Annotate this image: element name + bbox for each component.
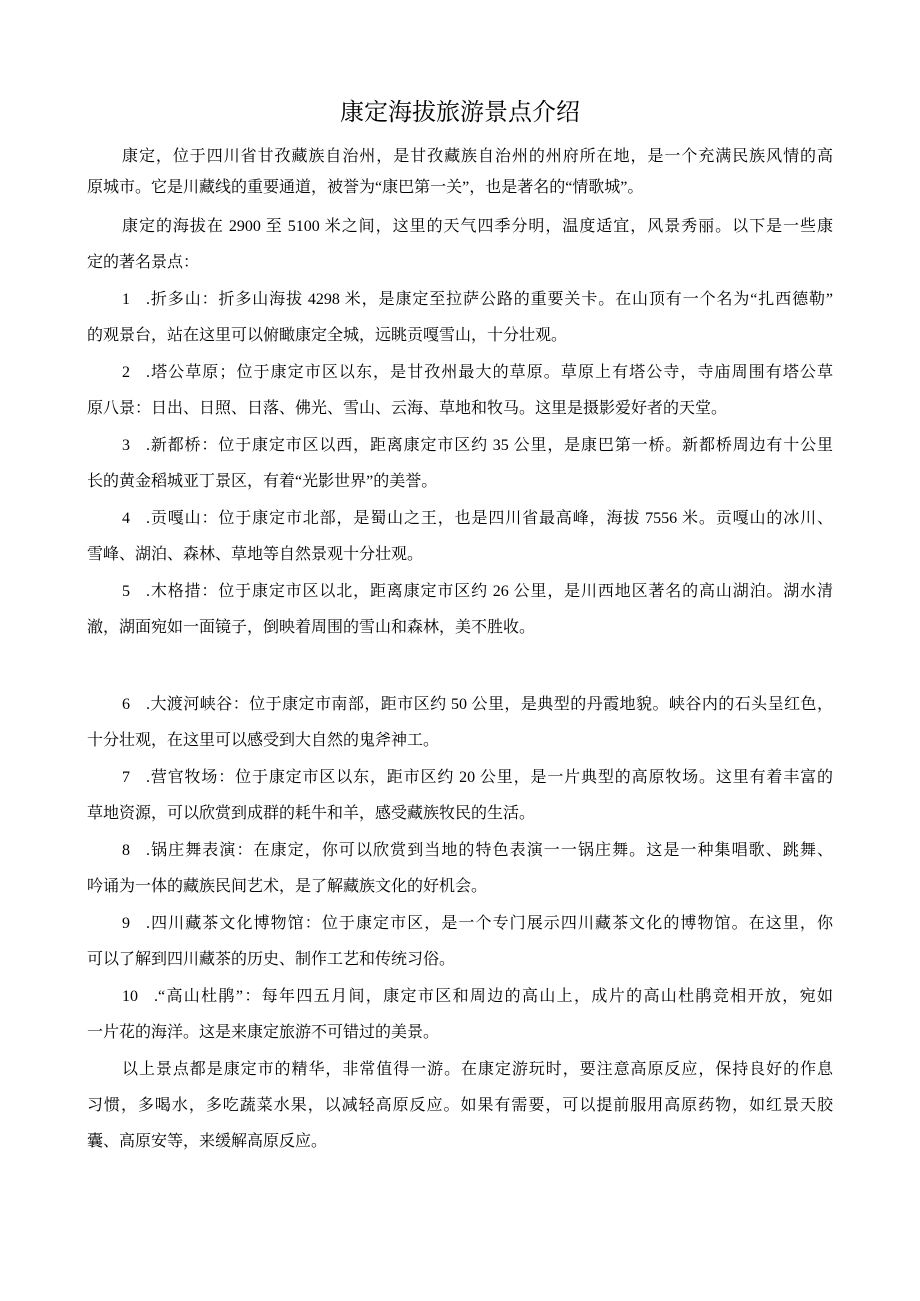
attraction-line: 长的黄金稻城亚丁景区，有着“光影世界”的美誉。: [87, 473, 438, 490]
item-number: 5: [122, 583, 130, 600]
attraction-line: 原八景：日出、日照、日落、佛光、雪山、云海、草地和牧马。这里是摄影爱好者的天堂。: [87, 400, 728, 417]
attraction-item: [87, 282, 833, 354]
attraction-item: [87, 687, 833, 759]
attraction-line: [87, 355, 833, 391]
attraction-item: [87, 979, 833, 1051]
attraction-item: [87, 574, 833, 646]
attraction-item: [87, 760, 833, 832]
attraction-text: .贡嘎山：位于康定市北部，是蜀山之王，也是四川省最高峰，海拔 7556 米。贡嘎山的冰川、: [146, 510, 833, 527]
attraction-text: .折多山：折多山海拔 4298 米，是康定至拉萨公路的重要关卡。在山顶有一个名为“扎西德勒”: [146, 291, 833, 308]
attraction-item: [87, 906, 833, 978]
attraction-line: [87, 687, 833, 723]
paragraph-line: 康定的海拔在 2900 至 5100 米之间，这里的天气四季分明，温度适宜，风景秀丽。以下是一些康: [122, 218, 833, 235]
item-number: 10: [122, 988, 138, 1005]
attraction-text: .四川藏茶文化博物馆：位于康定市区，是一个专门展示四川藏茶文化的博物馆。在这里，你: [146, 915, 833, 932]
intro-paragraph: [87, 209, 833, 281]
paragraph-line: 习惯，多喝水，多吃蔬菜水果，以减轻高原反应。如果有需要，可以提前服用高原药物，如红景天胶: [87, 1097, 833, 1114]
attraction-text: .大渡河峡谷：位于康定市南部，距市区约 50 公里，是典型的丹霞地貌。峡谷内的石头呈红色，: [146, 696, 833, 713]
document-title: 康定海拔旅游景点介绍: [340, 100, 580, 126]
item-number: 7: [122, 769, 130, 786]
closing-paragraph: [87, 1052, 833, 1160]
attraction-item: [87, 833, 833, 905]
document-body: [87, 95, 833, 1160]
item-number: 8: [122, 842, 130, 859]
item-number: 1: [122, 291, 130, 308]
attraction-line: [87, 906, 833, 942]
attraction-item: [87, 428, 833, 500]
attraction-line: 吟诵为一体的藏族民间艺术，是了解藏族文化的好机会。: [87, 878, 488, 895]
attraction-text: .锅庄舞表演：在康定，你可以欣赏到当地的特色表演一一锅庄舞。这是一种集唱歌、跳舞、: [146, 842, 833, 859]
attraction-line: 十分壮观，在这里可以感受到大自然的鬼斧神工。: [87, 732, 440, 749]
attraction-text: .“高山杜鹃”：每年四五月间，康定市区和周边的高山上，成片的高山杜鹃竞相开放，宛如: [154, 988, 833, 1005]
item-number: 2: [122, 364, 130, 381]
paragraph-line: 原城市。它是川藏线的重要通道，被誉为“康巴第一关”，也是著名的“情歌城”。: [87, 179, 644, 196]
attraction-text: .塔公草原；位于康定市区以东，是甘孜州最大的草原。草原上有塔公寺，寺庙周围有塔公草: [146, 364, 833, 381]
attraction-line: [87, 282, 833, 318]
attraction-text: .木格措：位于康定市区以北，距离康定市区约 26 公里，是川西地区著名的高山湖泊。湖水清: [146, 583, 833, 600]
attraction-line: 雪峰、湖泊、森林、草地等自然景观十分壮观。: [87, 546, 424, 563]
attraction-line: 草地资源，可以欣赏到成群的耗牛和羊，感受藏族牧民的生活。: [87, 805, 536, 822]
item-number: 3: [122, 437, 130, 454]
attraction-text: .新都桥：位于康定市区以西，距离康定市区约 35 公里，是康巴第一桥。新都桥周边有十公里: [146, 437, 833, 454]
item-number: 6: [122, 696, 130, 713]
attraction-line: 可以了解到四川藏茶的历史、制作工艺和传统习俗。: [87, 951, 456, 968]
paragraph-line: 康定，位于四川省甘孜藏族自治州，是甘孜藏族自治州的州府所在地，是一个充满民族风情的高: [122, 148, 833, 165]
paragraph-line: 定的著名景点：: [87, 254, 200, 271]
attraction-line: [87, 833, 833, 869]
paragraph-line: 囊、高原安等，来缓解高原反应。: [87, 1133, 328, 1150]
attraction-line: [87, 979, 833, 1015]
attraction-line: 的观景台，站在这里可以俯瞰康定全城，远眺贡嘎雪山，十分壮观。: [87, 327, 568, 344]
attraction-line: [87, 501, 833, 537]
item-number: 9: [122, 915, 130, 932]
intro-paragraph: [87, 141, 833, 203]
attraction-line: 澈，湖面宛如一面镜子，倒映着周围的雪山和森林，美不胜收。: [87, 619, 536, 636]
paragraph-line: 以上景点都是康定市的精华，非常值得一游。在康定游玩时，要注意高原反应，保持良好的作息: [122, 1061, 833, 1078]
attraction-item: [87, 501, 833, 573]
attraction-text: .营官牧场：位于康定市区以东，距市区约 20 公里，是一片典型的高原牧场。这里有着丰富的: [146, 769, 833, 786]
attraction-line: [87, 574, 833, 610]
attraction-item: [87, 355, 833, 427]
attraction-line: 一片花的海洋。这是来康定旅游不可错过的美景。: [87, 1024, 440, 1041]
attraction-line: [87, 428, 833, 464]
item-number: 4: [122, 510, 130, 527]
attraction-line: [87, 760, 833, 796]
